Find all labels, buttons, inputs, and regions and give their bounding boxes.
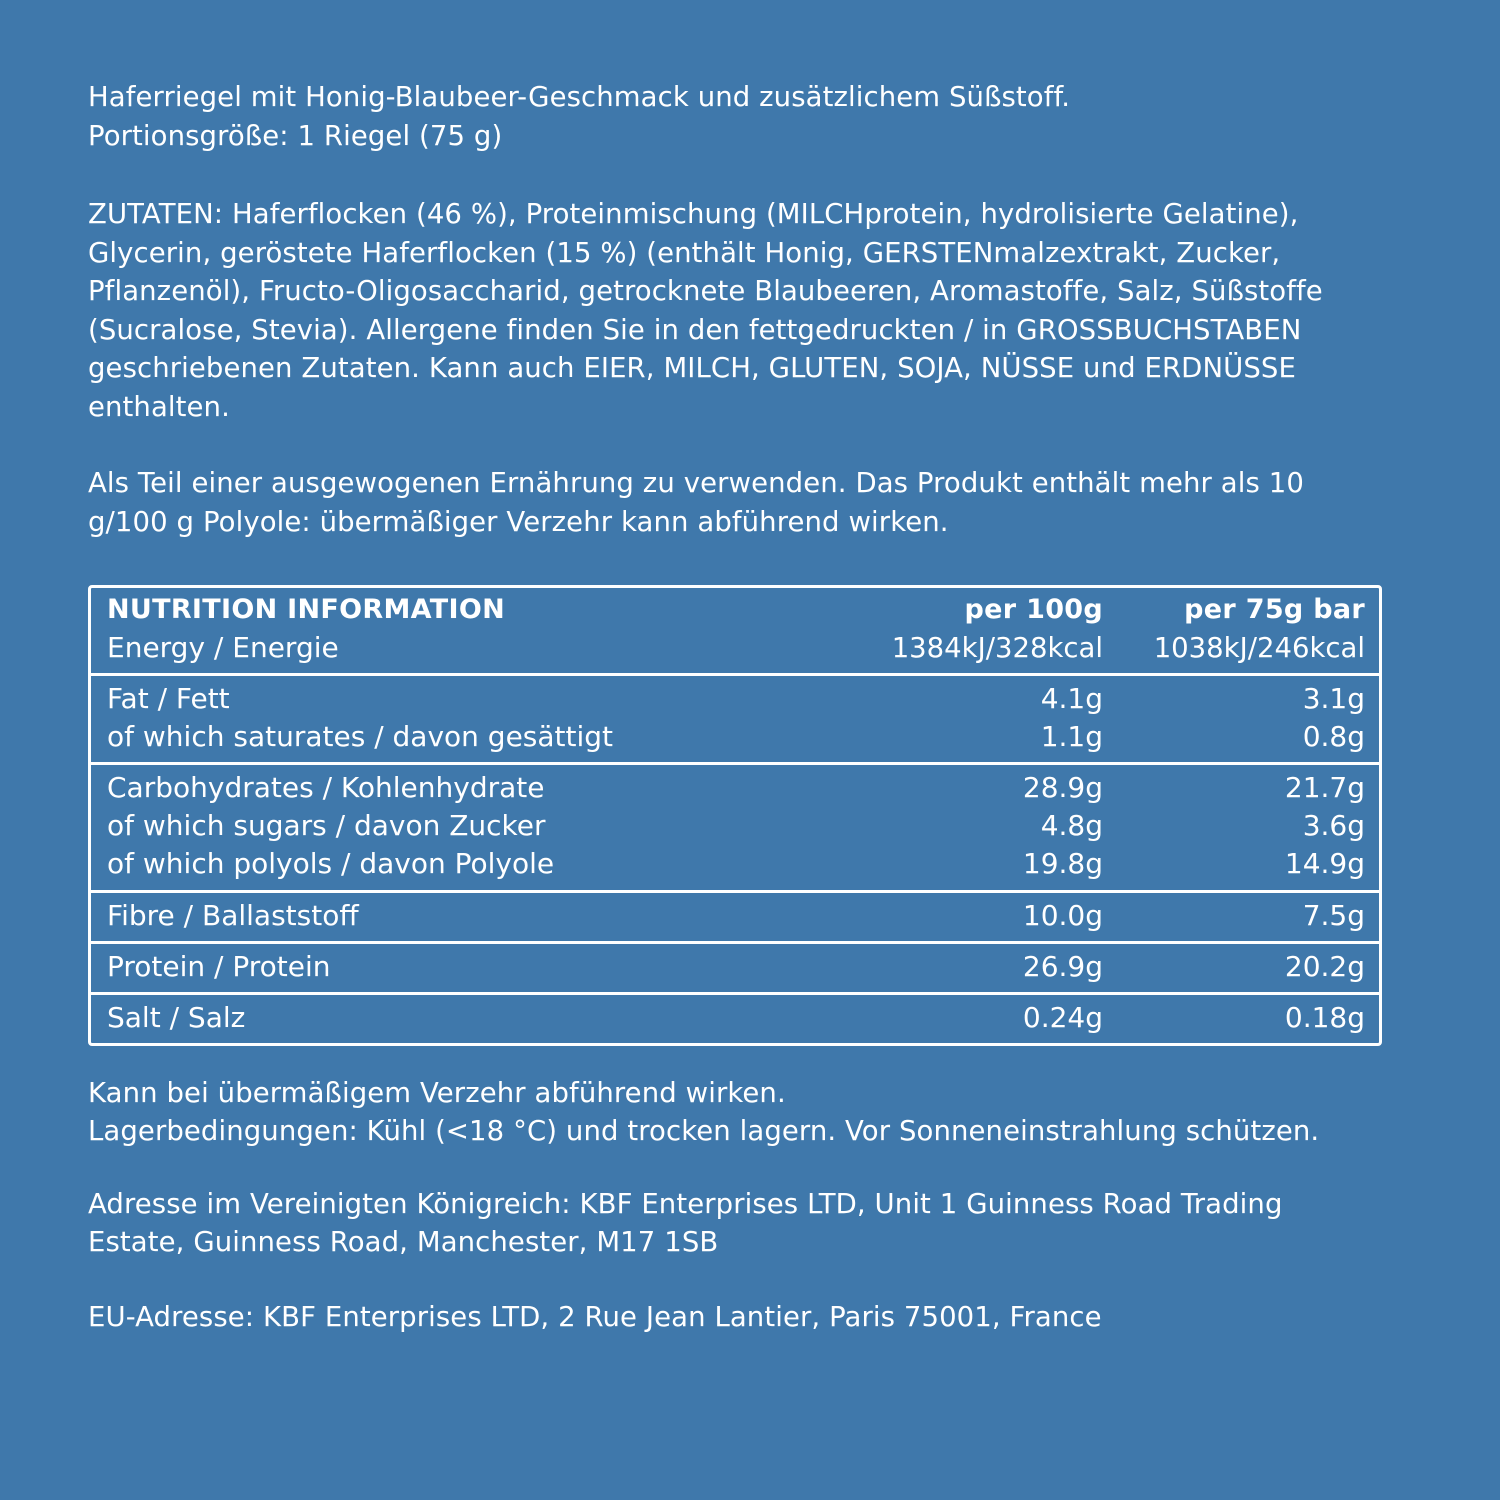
nutrition-row-label: of which sugars / davon Zucker: [107, 809, 546, 843]
nutrition-row-perbar: 21.7g: [1284, 771, 1365, 805]
eu-address: EU-Adresse: KBF Enterprises LTD, 2 Rue Jean Lantier, Paris 75001, France: [88, 1300, 1102, 1333]
nutrition-row-per100g: 4.8g: [1040, 809, 1103, 843]
nutrition-header-row: [91, 592, 1379, 629]
nutrition-row-perbar: 14.9g: [1284, 847, 1365, 881]
nutrition-group-carbohydrates: [91, 765, 1379, 892]
nutrition-group-fat: [91, 676, 1379, 765]
ingredients-block: [88, 195, 1380, 426]
nutrition-col-header-perbar: per 75g bar: [1184, 594, 1365, 625]
nutrition-row-label: of which saturates / davon gesättigt: [107, 720, 614, 754]
nutrition-row-perbar: 0.8g: [1302, 720, 1365, 754]
nutrition-row-label: Fat / Fett: [107, 682, 230, 716]
intro-block: [88, 78, 1380, 155]
storage-instructions: Lagerbedingungen: Kühl (<18 °C) und trocken lagern. Vor Sonneneinstrahlung schützen.: [88, 1115, 1320, 1148]
nutrition-row-perbar: 0.18g: [1284, 1000, 1365, 1034]
ingredients-text: ZUTATEN: Haferflocken (46 %), Proteinmischung (MILCHprotein, hydrolisierte Gelatine), Glycerin, geröstete Haferflocken (15 %) (enthält Honig, GERSTENmalzextrakt, Zucker, Pflanzenöl), Fructo-Oligosaccharid, getrocknete Blaubeeren, Aromastoffe, Salz, Süßstoffe (Sucralose, Stevia). Allergene finden Sie in den fettgedruckten / in GROSSBUCHSTABEN geschriebenen Zutaten. Kann auch EIER, MILCH, GLUTEN, SOJA, NÜSSE und ERDNÜSSE enthalten.: [88, 198, 1323, 423]
nutrition-row-perbar: 3.1g: [1302, 682, 1365, 716]
nutrition-table: [88, 585, 1382, 1046]
nutrition-row-perbar: 1038kJ/246kcal: [1153, 631, 1365, 664]
nutrition-row-label: Salt / Salz: [107, 1000, 246, 1034]
uk-address-block: [88, 1185, 1380, 1262]
nutrition-group-protein: [91, 944, 1379, 995]
usage-advice-block: [88, 464, 1380, 541]
nutrition-row-label: Energy / Energie: [107, 630, 339, 664]
nutrition-row-label: Protein / Protein: [107, 949, 331, 983]
table-row: [91, 718, 1379, 756]
table-row: [91, 948, 1379, 986]
warnings-block: [88, 1074, 1380, 1151]
uk-address: Adresse im Vereinigten Königreich: KBF Enterprises LTD, Unit 1 Guinness Road Trading Estate, Guinness Road, Manchester, M17 1SB: [88, 1187, 1283, 1259]
nutrition-row-label: of which polyols / davon Polyole: [107, 847, 555, 881]
nutrition-col-header-per100g: per 100g: [964, 594, 1103, 625]
nutrition-row-label: Fibre / Ballaststoff: [107, 898, 359, 932]
nutrition-row-per100g: 1384kJ/328kcal: [891, 631, 1103, 664]
nutrition-row-perbar: 20.2g: [1284, 949, 1365, 983]
nutrition-group-energy: [91, 588, 1379, 676]
nutrition-title: NUTRITION INFORMATION: [107, 594, 505, 625]
nutrition-row-per100g: 26.9g: [1022, 949, 1103, 983]
table-row: [91, 845, 1379, 883]
nutrition-group-salt: [91, 995, 1379, 1043]
table-row: [91, 897, 1379, 935]
nutrition-row-per100g: 28.9g: [1022, 771, 1103, 805]
table-row: [91, 999, 1379, 1037]
serving-size: Portionsgröße: 1 Riegel (75 g): [88, 119, 503, 152]
laxative-warning: Kann bei übermäßigem Verzehr abführend wirken.: [88, 1076, 786, 1109]
nutrition-row-per100g: 1.1g: [1040, 720, 1103, 754]
nutrition-row-perbar: 7.5g: [1302, 898, 1365, 932]
nutrition-row-per100g: 10.0g: [1022, 898, 1103, 932]
table-row: [91, 629, 1379, 667]
nutrition-row-label: Carbohydrates / Kohlenhydrate: [107, 771, 545, 805]
nutrition-group-fibre: [91, 893, 1379, 944]
table-row: [91, 680, 1379, 718]
nutrition-row-per100g: 19.8g: [1022, 847, 1103, 881]
product-description: Haferriegel mit Honig-Blaubeer-Geschmack und zusätzlichem Süßstoff.: [88, 81, 1071, 113]
usage-advice-text: Als Teil einer ausgewogenen Ernährung zu verwenden. Das Produkt enthält mehr als 10 g/100 g Polyole: übermäßiger Verzehr kann abführend wirken.: [88, 467, 1304, 538]
nutrition-row-per100g: 0.24g: [1022, 1000, 1103, 1034]
nutrition-row-perbar: 3.6g: [1302, 809, 1365, 843]
table-row: [91, 769, 1379, 807]
nutrition-row-per100g: 4.1g: [1040, 682, 1103, 716]
table-row: [91, 807, 1379, 845]
eu-address-block: [88, 1298, 1380, 1337]
